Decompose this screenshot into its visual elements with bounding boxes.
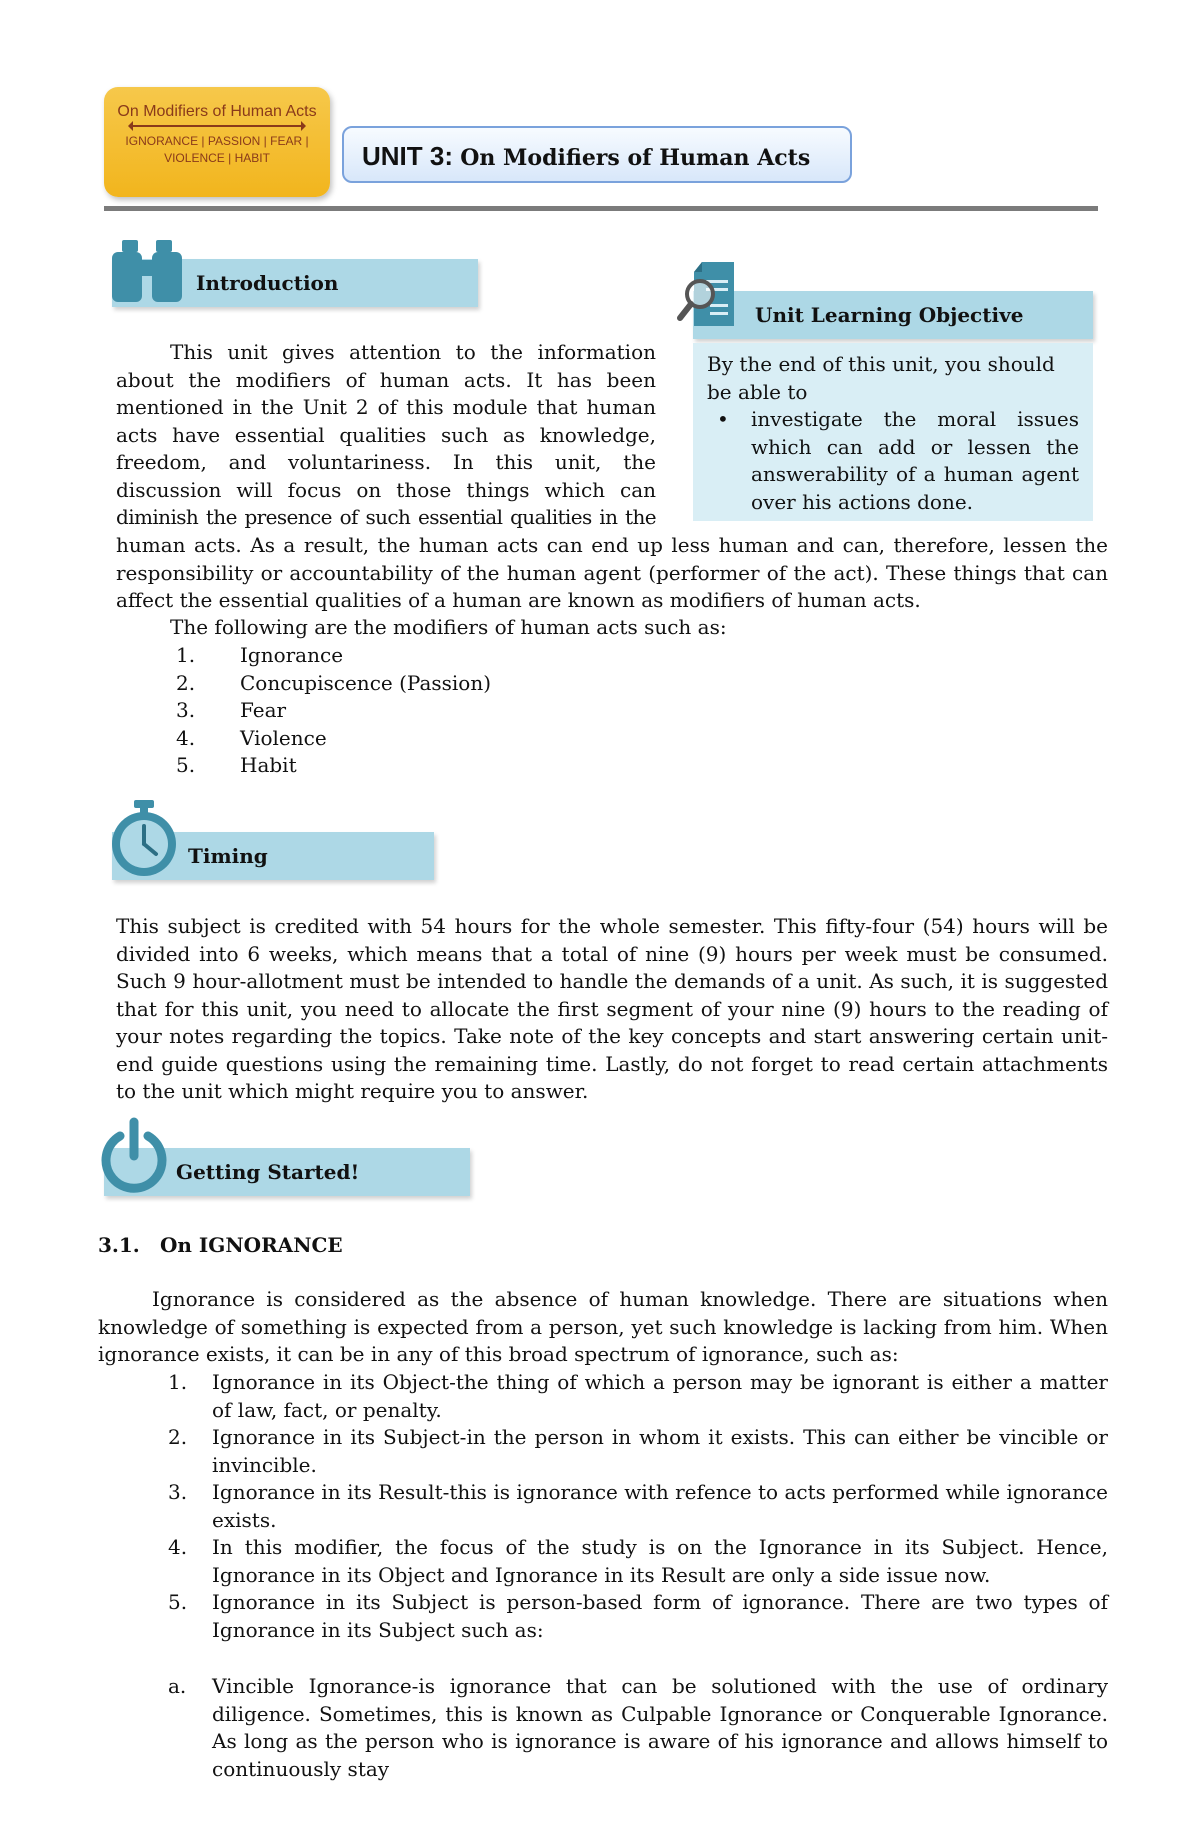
introduction-paragraph-column <box>116 339 656 532</box>
logo-subtitle-line-2: VIOLENCE | HABIT <box>164 151 270 165</box>
intro-line-5: freedom, and voluntariness. In this unit, the <box>116 450 656 474</box>
unit-title-box <box>342 126 852 183</box>
timing-heading: Timing <box>188 844 268 868</box>
objective-heading: Unit Learning Objective <box>755 303 1024 327</box>
intro-line-2: about the modifiers of human acts. It has been <box>116 367 656 392</box>
list-item: 5. Ignorance in its Subject is person-based form of ignorance. There are two types of Ignorance in its Subject such as: <box>168 1590 1108 1642</box>
getting-started-heading: Getting Started! <box>176 1160 360 1184</box>
list-item: 3. Ignorance in its Result-this is ignorance with refence to acts performed while ignorance exists. <box>168 1480 1108 1532</box>
ignorance-sub-list <box>168 1673 1108 1783</box>
objective-intro: By the end of this unit, you should be able to <box>707 352 1055 404</box>
list-item: 1. Ignorance in its Object-the thing of which a person may be ignorant is either a matter of law, fact, or penalty. <box>168 1370 1108 1422</box>
timing-paragraph: This subject is credited with 54 hours for the whole semester. This fifty-four (54) hours will be divided into 6 weeks, which means that a total of nine (9) hours per week must be consumed. Such 9 hour-allotment must be intended to handle the demands of a unit. As such, it is suggested that for this unit, you need to allocate the first segment of your nine (9) hours to the reading of your notes regarding the topics. Take note of the key concepts and start answering certain unit-end guide questions using the remaining time. Lastly, do not forget to read certain attachments to the unit which might require you to answer. <box>116 914 1108 1103</box>
bullet-icon: • <box>717 407 729 431</box>
binoculars-icon <box>110 238 184 304</box>
list-item: 1. Ignorance <box>176 643 344 667</box>
ignorance-list <box>168 1369 1108 1644</box>
list-item: a. Vincible Ignorance-is ignorance that can be solutioned with the use of ordinary diligence. Sometimes, this is known as Culpable Ignorance or Conquerable Ignorance. As long as the person who is ignorance is aware of his ignorance and allows himself to continuously stay <box>168 1674 1108 1781</box>
double-arrow-icon <box>131 125 303 127</box>
introduction-heading: Introduction <box>196 271 339 295</box>
list-item: 2. Ignorance in its Subject-in the person in whom it exists. This can either be vincible or invincible. <box>168 1425 1108 1477</box>
objective-box <box>693 343 1093 521</box>
unit-logo <box>104 87 330 197</box>
logo-subtitle-line-1: IGNORANCE | PASSION | FEAR | <box>125 134 309 148</box>
objective-bullet-text: investigate the moral issues which can add or lessen the answerability of a human agent over his actions done. <box>751 407 1079 514</box>
ignorance-intro-paragraph: Ignorance is considered as the absence of human knowledge. There are situations when knowledge of something is expected from a person, yet such knowledge is lacking from him. When ignorance exists, it can be in any of this broad spectrum of ignorance, such as: <box>98 1287 1108 1366</box>
power-icon <box>98 1116 170 1194</box>
list-item: 3. Fear <box>176 698 287 722</box>
intro-line-6: discussion will focus on those things which can <box>116 477 656 502</box>
logo-title: On Modifiers of Human Acts <box>117 103 317 120</box>
stopwatch-icon <box>106 798 182 880</box>
introduction-paragraph-continued: human acts. As a result, the human acts can end up less human and can, therefore, lessen the responsibility or accountability of the human agent (performer of the act). These things that can affect the essential qualities of a human are known as modifiers of human acts. <box>116 533 1108 612</box>
section-title: On IGNORANCE <box>160 1233 343 1257</box>
section-heading <box>98 1232 343 1260</box>
list-item: 5. Habit <box>176 753 297 777</box>
intro-line-1: This unit gives attention to the information <box>170 340 656 364</box>
modifiers-list-intro: The following are the modifiers of human acts such as: <box>170 615 727 639</box>
header-divider <box>104 206 1098 211</box>
section-number: 3.1. <box>98 1233 140 1257</box>
intro-line-7: diminish the presence of such essential qualities in the <box>116 505 656 529</box>
modifiers-list <box>176 642 676 780</box>
intro-line-4: acts have essential qualities such as knowledge, <box>116 422 656 447</box>
intro-line-3: mentioned in the Unit 2 of this module that human <box>116 395 656 419</box>
document-search-icon <box>676 258 748 330</box>
objective-bullet-item <box>707 406 1079 516</box>
objective-header <box>693 291 1093 339</box>
unit-prefix: UNIT 3: <box>362 141 453 171</box>
list-item: 2. Concupiscence (Passion) <box>176 670 492 695</box>
list-item: 4. Violence <box>176 725 327 750</box>
list-item: 4. In this modifier, the focus of the study is on the Ignorance in its Subject. Hence, Ignorance in its Object and Ignorance in its Result are only a side issue now. <box>168 1535 1108 1587</box>
unit-title: On Modifiers of Human Acts <box>460 145 811 171</box>
